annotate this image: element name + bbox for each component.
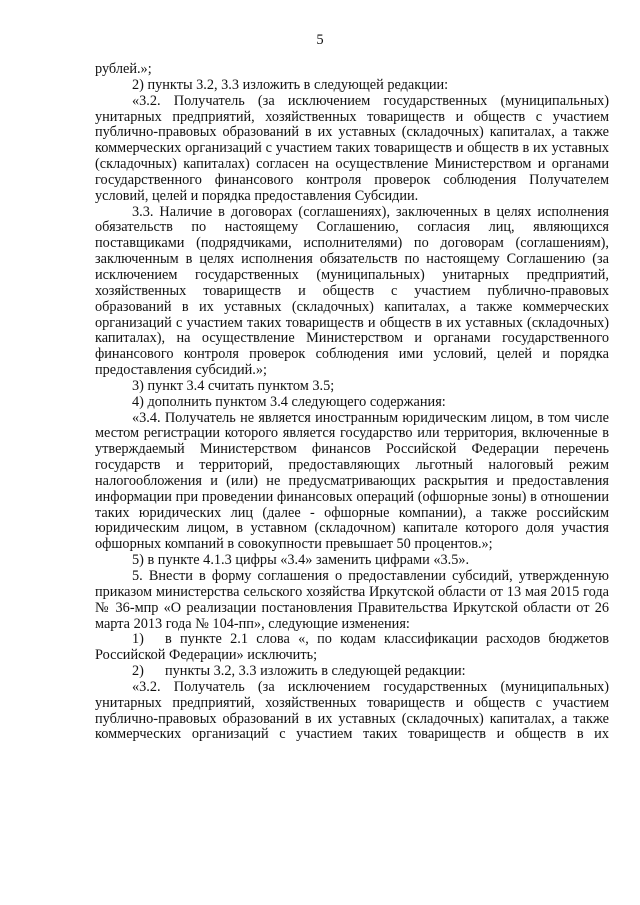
paragraph-continuation: рублей.»;	[95, 61, 152, 77]
paragraph-item-3: 3) пункт 3.4 считать пунктом 3.5;	[132, 377, 335, 394]
list-item	[95, 632, 609, 664]
list-item-number: 2)	[132, 663, 144, 680]
paragraph-clause-3-4: «3.4. Получатель не является иностранным юридическим лицом, в том числе местом регистрации которого является государство или территория, включенные в утверждаемый Министерством финансов Российской Федерации перечень государств и территорий, предоставляющих льготный налоговый режим налогообложения и (или) не предусматривающих раскрытия и предоставления информации при проведении финансовых операций (офшорные зоны) в отношении таких юридических лиц (далее - офшорные компании), а также российским юридическим лицом, в уставном (складочном) капитале которого доля участия офшорных компаний в совокупности превышает 50 процентов.»;	[95, 409, 609, 553]
list-item-text: в пункте 2.1 слова «, по кодам классификации расходов бюджетов Российской Федерации» исключить;	[95, 631, 609, 664]
paragraph-new-clause-3-2: «3.2. Получатель (за исключением государственных (муниципальных) унитарных предприятий, хозяйственных товариществ и обществ с участием публично-правовых образований в их уставных (складочных) капиталах, а также коммерческих организаций с участием таких товариществ и обществ в их	[95, 678, 609, 743]
paragraph-item-4: 4) дополнить пунктом 3.4 следующего содержания:	[132, 393, 446, 410]
paragraph-clause-3-3: 3.3. Наличие в договорах (соглашениях), заключенных в целях исполнения обязательств по настоящему Соглашению, согласия лиц, являющихся поставщиками (подрядчиками, исполнителями) по договорам (соглашениям), заключенным в целях исполнения обязательств по настоящему Соглашению (за исключением государственных (муниципальных) унитарных предприятий, хозяйственных товариществ и обществ с участием публично-правовых образований в их уставных (складочных) капиталах, а также коммерческих организаций с участием таких товариществ и обществ в их уставных (складочных) капиталах), на осуществление Министерством и органами государственного финансового контроля проверок соблюдения ими условий, целей и порядка предоставления субсидий.»;	[95, 203, 609, 379]
paragraph-item-2: 2) пункты 3.2, 3.3 изложить в следующей редакции:	[132, 76, 449, 93]
list-item-text: пункты 3.2, 3.3 изложить в следующей редакции:	[165, 663, 466, 680]
paragraph-clause-3-2: «3.2. Получатель (за исключением государственных (муниципальных) унитарных предприятий, хозяйственных товариществ и обществ с участием публично-правовых образований в их уставных (складочных) капиталах, а также коммерческих организаций с участием таких товариществ и обществ в их уставных (складочных) капиталах) согласен на осуществление Министерством и органами государственного финансового контроля проверок соблюдения Получателем условий, целей и порядка предоставления Субсидии.	[95, 92, 609, 204]
document-body	[95, 62, 609, 743]
paragraph-item-5: 5) в пункте 4.1.3 цифры «3.4» заменить цифрами «3.5».	[132, 552, 470, 569]
paragraph-section-5: 5. Внести в форму соглашения о предоставлении субсидий, утвержденную приказом министерства сельского хозяйства Иркутской области от 13 мая 2015 года № 36-мпр «О реализации постановления Правительства Иркутской области от 26 марта 2013 года № 104-пп», следующие изменения:	[95, 568, 609, 632]
list-item	[95, 664, 609, 680]
list-item-number: 1)	[132, 631, 144, 648]
page-number: 5	[316, 32, 324, 48]
